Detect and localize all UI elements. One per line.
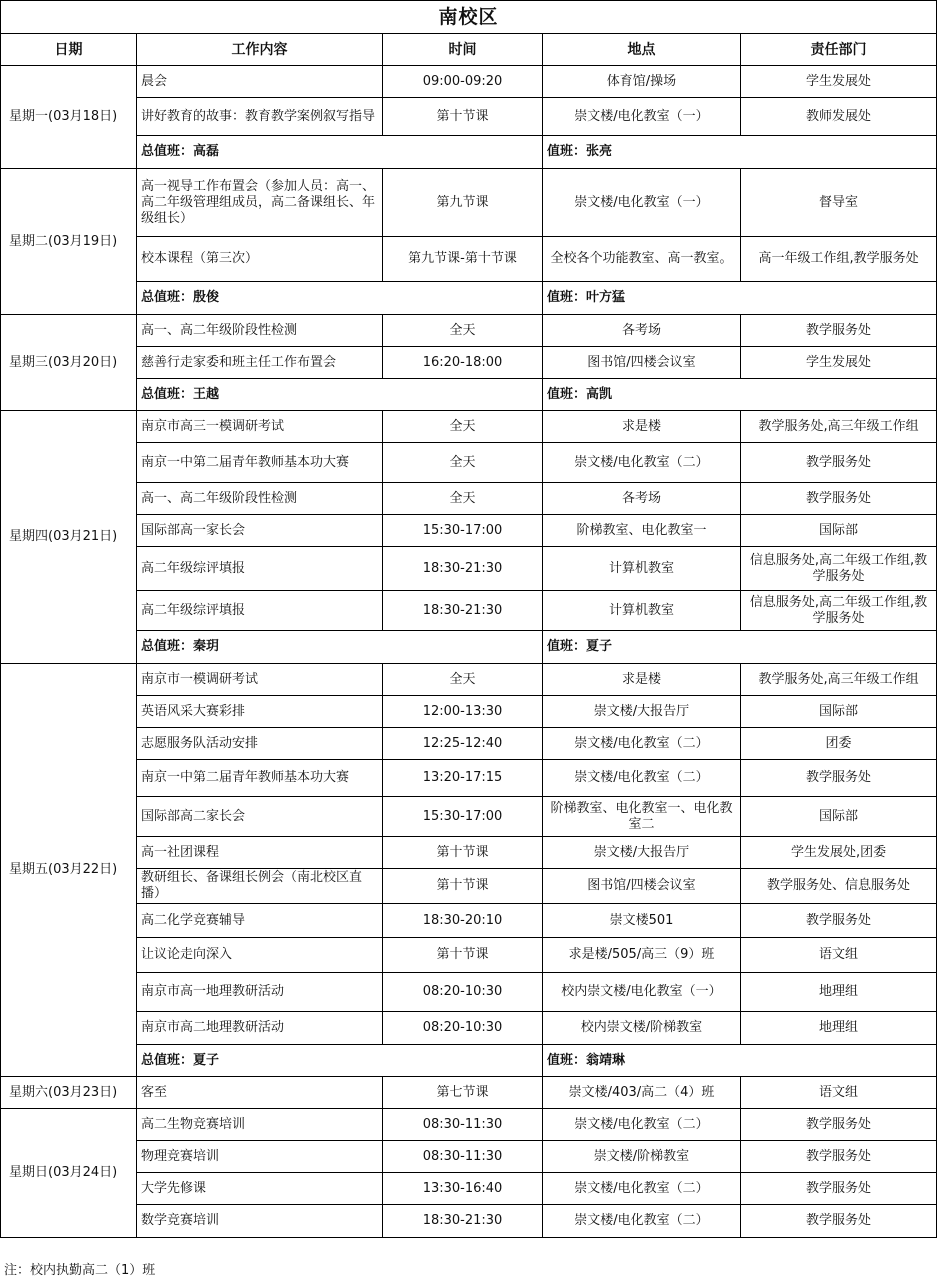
day-label: 星期二(03月19日) xyxy=(1,169,137,315)
cell-dept: 教学服务处 xyxy=(741,483,937,515)
day-label: 星期日(03月24日) xyxy=(1,1109,137,1238)
cell-dept: 地理组 xyxy=(741,1012,937,1045)
cell-place: 崇文楼/阶梯教室 xyxy=(543,1141,741,1173)
cell-place: 崇文楼/电化教室（二） xyxy=(543,1205,741,1238)
duty-row xyxy=(1,631,937,664)
cell-content: 高一、高二年级阶段性检测 xyxy=(137,315,383,347)
schedule-row xyxy=(1,664,937,696)
chief-duty-name: 王越 xyxy=(193,386,220,402)
cell-place: 求是楼 xyxy=(543,411,741,443)
cell-time: 18:30-20:10 xyxy=(383,904,543,938)
cell-place: 崇文楼/电化教室（二） xyxy=(543,443,741,483)
cell-dept: 学生发展处 xyxy=(741,347,937,379)
schedule-row xyxy=(1,1109,937,1141)
chief-duty-label: 总值班： xyxy=(141,639,194,654)
chief-duty-label: 总值班： xyxy=(141,386,194,402)
schedule-row xyxy=(1,904,937,938)
schedule-row xyxy=(1,98,937,136)
cell-content: 校本课程（第三次） xyxy=(137,237,383,282)
cell-dept: 信息服务处,高二年级工作组,教学服务处 xyxy=(741,547,937,591)
cell-dept: 教学服务处 xyxy=(741,315,937,347)
cell-dept: 教学服务处 xyxy=(741,760,937,797)
cell-place: 图书馆/四楼会议室 xyxy=(543,869,741,904)
cell-place: 崇文楼/电化教室（一） xyxy=(543,169,741,237)
cell-dept: 督导室 xyxy=(741,169,937,237)
schedule-row xyxy=(1,1012,937,1045)
cell-time: 16:20-18:00 xyxy=(383,347,543,379)
schedule-row xyxy=(1,66,937,98)
cell-place: 计算机教室 xyxy=(543,547,741,591)
schedule-row xyxy=(1,237,937,282)
cell-place: 各考场 xyxy=(543,315,741,347)
cell-dept: 语文组 xyxy=(741,938,937,973)
duty-cell xyxy=(543,631,937,664)
cell-time: 18:30-21:30 xyxy=(383,591,543,631)
schedule-row xyxy=(1,869,937,904)
cell-place: 崇文楼/大报告厅 xyxy=(543,837,741,869)
day-label: 星期六(03月23日) xyxy=(1,1077,137,1109)
duty-name: 张亮 xyxy=(586,144,613,159)
cell-time: 18:30-21:30 xyxy=(383,547,543,591)
schedule-row xyxy=(1,1205,937,1238)
cell-content: 南京市高二地理教研活动 xyxy=(137,1012,383,1045)
chief-duty-cell xyxy=(137,379,543,411)
cell-dept: 团委 xyxy=(741,728,937,760)
cell-content: 慈善行走家委和班主任工作布置会 xyxy=(137,347,383,379)
schedule-row xyxy=(1,696,937,728)
cell-place: 崇文楼/电化教室（二） xyxy=(543,760,741,797)
schedule-row xyxy=(1,443,937,483)
schedule-row xyxy=(1,547,937,591)
chief-duty-cell xyxy=(137,1045,543,1077)
cell-time: 13:30-16:40 xyxy=(383,1173,543,1205)
cell-place: 计算机教室 xyxy=(543,591,741,631)
cell-dept: 学生发展处 xyxy=(741,66,937,98)
duty-name: 夏子 xyxy=(586,639,613,654)
duty-cell xyxy=(543,379,937,411)
schedule-row xyxy=(1,591,937,631)
day-label: 星期四(03月21日) xyxy=(1,411,137,664)
cell-content: 南京市一模调研考试 xyxy=(137,664,383,696)
cell-time: 08:30-11:30 xyxy=(383,1141,543,1173)
cell-content: 志愿服务队活动安排 xyxy=(137,728,383,760)
cell-place: 崇文楼501 xyxy=(543,904,741,938)
cell-place: 全校各个功能教室、高一教室。 xyxy=(543,237,741,282)
header-date: 日期 xyxy=(1,34,137,66)
cell-place: 崇文楼/电化教室（二） xyxy=(543,728,741,760)
day-label: 星期一(03月18日) xyxy=(1,66,137,169)
cell-content: 客至 xyxy=(137,1077,383,1109)
cell-dept: 教学服务处 xyxy=(741,904,937,938)
cell-dept: 教学服务处 xyxy=(741,1173,937,1205)
header-content: 工作内容 xyxy=(137,34,383,66)
cell-content: 高二年级综评填报 xyxy=(137,591,383,631)
cell-time: 第十节课 xyxy=(383,98,543,136)
duty-row xyxy=(1,379,937,411)
duty-row xyxy=(1,282,937,315)
chief-duty-name: 殷俊 xyxy=(193,290,220,305)
cell-time: 09:00-09:20 xyxy=(383,66,543,98)
duty-cell xyxy=(543,1045,937,1077)
cell-place: 阶梯教室、电化教室一、电化教室二 xyxy=(543,797,741,837)
duty-cell xyxy=(543,136,937,169)
cell-content: 国际部高二家长会 xyxy=(137,797,383,837)
cell-place: 崇文楼/电化教室（二） xyxy=(543,1173,741,1205)
cell-time: 第十节课 xyxy=(383,869,543,904)
cell-content: 物理竞赛培训 xyxy=(137,1141,383,1173)
schedule-row xyxy=(1,347,937,379)
cell-dept: 教学服务处 xyxy=(741,1141,937,1173)
cell-dept: 教学服务处、信息服务处 xyxy=(741,869,937,904)
cell-dept: 语文组 xyxy=(741,1077,937,1109)
cell-time: 08:20-10:30 xyxy=(383,973,543,1012)
schedule-row xyxy=(1,1173,937,1205)
header-place: 地点 xyxy=(543,34,741,66)
cell-place: 阶梯教室、电化教室一 xyxy=(543,515,741,547)
cell-content: 高二年级综评填报 xyxy=(137,547,383,591)
cell-content: 高一、高二年级阶段性检测 xyxy=(137,483,383,515)
cell-content: 高一社团课程 xyxy=(137,837,383,869)
cell-content: 英语风采大赛彩排 xyxy=(137,696,383,728)
header-time: 时间 xyxy=(383,34,543,66)
cell-time: 12:00-13:30 xyxy=(383,696,543,728)
cell-content: 数学竞赛培训 xyxy=(137,1205,383,1238)
schedule-row xyxy=(1,973,937,1012)
cell-dept: 国际部 xyxy=(741,696,937,728)
cell-time: 15:30-17:00 xyxy=(383,797,543,837)
cell-time: 全天 xyxy=(383,411,543,443)
cell-dept: 教学服务处,高三年级工作组 xyxy=(741,664,937,696)
cell-content: 南京市高三一模调研考试 xyxy=(137,411,383,443)
cell-content: 南京一中第二届青年教师基本功大赛 xyxy=(137,760,383,797)
cell-dept: 教学服务处 xyxy=(741,1109,937,1141)
chief-duty-cell xyxy=(137,631,543,664)
duty-name: 叶方猛 xyxy=(586,290,626,305)
chief-duty-label: 总值班： xyxy=(141,290,194,305)
cell-dept: 地理组 xyxy=(741,973,937,1012)
chief-duty-label: 总值班： xyxy=(141,144,194,159)
duty-name: 翁靖琳 xyxy=(586,1052,626,1068)
cell-dept: 国际部 xyxy=(741,515,937,547)
cell-time: 13:20-17:15 xyxy=(383,760,543,797)
schedule-row xyxy=(1,938,937,973)
cell-time: 12:25-12:40 xyxy=(383,728,543,760)
chief-duty-cell xyxy=(137,136,543,169)
cell-content: 南京市高一地理教研活动 xyxy=(137,973,383,1012)
cell-place: 校内崇文楼/电化教室（一） xyxy=(543,973,741,1012)
duty-row xyxy=(1,136,937,169)
duty-name: 高凯 xyxy=(586,386,613,402)
cell-place: 体育馆/操场 xyxy=(543,66,741,98)
duty-cell xyxy=(543,282,937,315)
cell-time: 08:30-11:30 xyxy=(383,1109,543,1141)
schedule-row xyxy=(1,728,937,760)
day-label: 星期五(03月22日) xyxy=(1,664,137,1077)
schedule-row xyxy=(1,1141,937,1173)
cell-place: 崇文楼/403/高二（4）班 xyxy=(543,1077,741,1109)
cell-place: 求是楼 xyxy=(543,664,741,696)
cell-time: 第九节课-第十节课 xyxy=(383,237,543,282)
cell-content: 教研组长、备课组长例会（南北校区直播） xyxy=(137,869,383,904)
cell-place: 崇文楼/电化教室（二） xyxy=(543,1109,741,1141)
campus-title: 南校区 xyxy=(1,1,937,34)
chief-duty-name: 夏子 xyxy=(193,1052,220,1068)
duty-label: 值班： xyxy=(547,144,587,159)
cell-time: 08:20-10:30 xyxy=(383,1012,543,1045)
chief-duty-name: 高磊 xyxy=(193,144,220,159)
cell-content: 国际部高一家长会 xyxy=(137,515,383,547)
cell-content: 南京一中第二届青年教师基本功大赛 xyxy=(137,443,383,483)
cell-time: 第九节课 xyxy=(383,169,543,237)
schedule-row xyxy=(1,1077,937,1109)
cell-place: 崇文楼/大报告厅 xyxy=(543,696,741,728)
duty-label: 值班： xyxy=(547,639,587,654)
cell-time: 全天 xyxy=(383,443,543,483)
cell-dept: 教师发展处 xyxy=(741,98,937,136)
duty-label: 值班： xyxy=(547,290,587,305)
cell-content: 讲好教育的故事：教育教学案例叙写指导 xyxy=(137,98,383,136)
cell-time: 全天 xyxy=(383,483,543,515)
schedule-row xyxy=(1,797,937,837)
chief-duty-cell xyxy=(137,282,543,315)
cell-content: 大学先修课 xyxy=(137,1173,383,1205)
cell-dept: 教学服务处 xyxy=(741,443,937,483)
chief-duty-name: 秦玥 xyxy=(193,639,220,654)
cell-place: 各考场 xyxy=(543,483,741,515)
duty-row xyxy=(1,1045,937,1077)
cell-dept: 国际部 xyxy=(741,797,937,837)
chief-duty-label: 总值班： xyxy=(141,1052,194,1068)
schedule-row xyxy=(1,315,937,347)
cell-content: 高一视导工作布置会（参加人员：高一、高二年级管理组成员，高二备课组长、年级组长） xyxy=(137,169,383,237)
cell-place: 崇文楼/电化教室（一） xyxy=(543,98,741,136)
day-label: 星期三(03月20日) xyxy=(1,315,137,411)
cell-time: 全天 xyxy=(383,315,543,347)
duty-label: 值班： xyxy=(547,386,587,402)
cell-place: 求是楼/505/高三（9）班 xyxy=(543,938,741,973)
cell-time: 第七节课 xyxy=(383,1077,543,1109)
cell-dept: 学生发展处,团委 xyxy=(741,837,937,869)
cell-time: 第十节课 xyxy=(383,837,543,869)
cell-content: 高二化学竞赛辅导 xyxy=(137,904,383,938)
cell-dept: 高一年级工作组,教学服务处 xyxy=(741,237,937,282)
cell-time: 第十节课 xyxy=(383,938,543,973)
cell-time: 18:30-21:30 xyxy=(383,1205,543,1238)
cell-content: 晨会 xyxy=(137,66,383,98)
cell-time: 全天 xyxy=(383,664,543,696)
footnote: 注：校内执勤高二（1）班 xyxy=(4,1263,156,1278)
header-dept: 责任部门 xyxy=(741,34,937,66)
cell-place: 校内崇文楼/阶梯教室 xyxy=(543,1012,741,1045)
cell-content: 高二生物竞赛培训 xyxy=(137,1109,383,1141)
cell-time: 15:30-17:00 xyxy=(383,515,543,547)
schedule-row xyxy=(1,760,937,797)
duty-label: 值班： xyxy=(547,1052,587,1068)
schedule-row xyxy=(1,169,937,237)
cell-dept: 教学服务处 xyxy=(741,1205,937,1238)
cell-dept: 信息服务处,高二年级工作组,教学服务处 xyxy=(741,591,937,631)
cell-dept: 教学服务处,高三年级工作组 xyxy=(741,411,937,443)
schedule-row xyxy=(1,515,937,547)
schedule-row xyxy=(1,411,937,443)
schedule-row xyxy=(1,483,937,515)
schedule-row xyxy=(1,837,937,869)
cell-content: 让议论走向深入 xyxy=(137,938,383,973)
cell-place: 图书馆/四楼会议室 xyxy=(543,347,741,379)
